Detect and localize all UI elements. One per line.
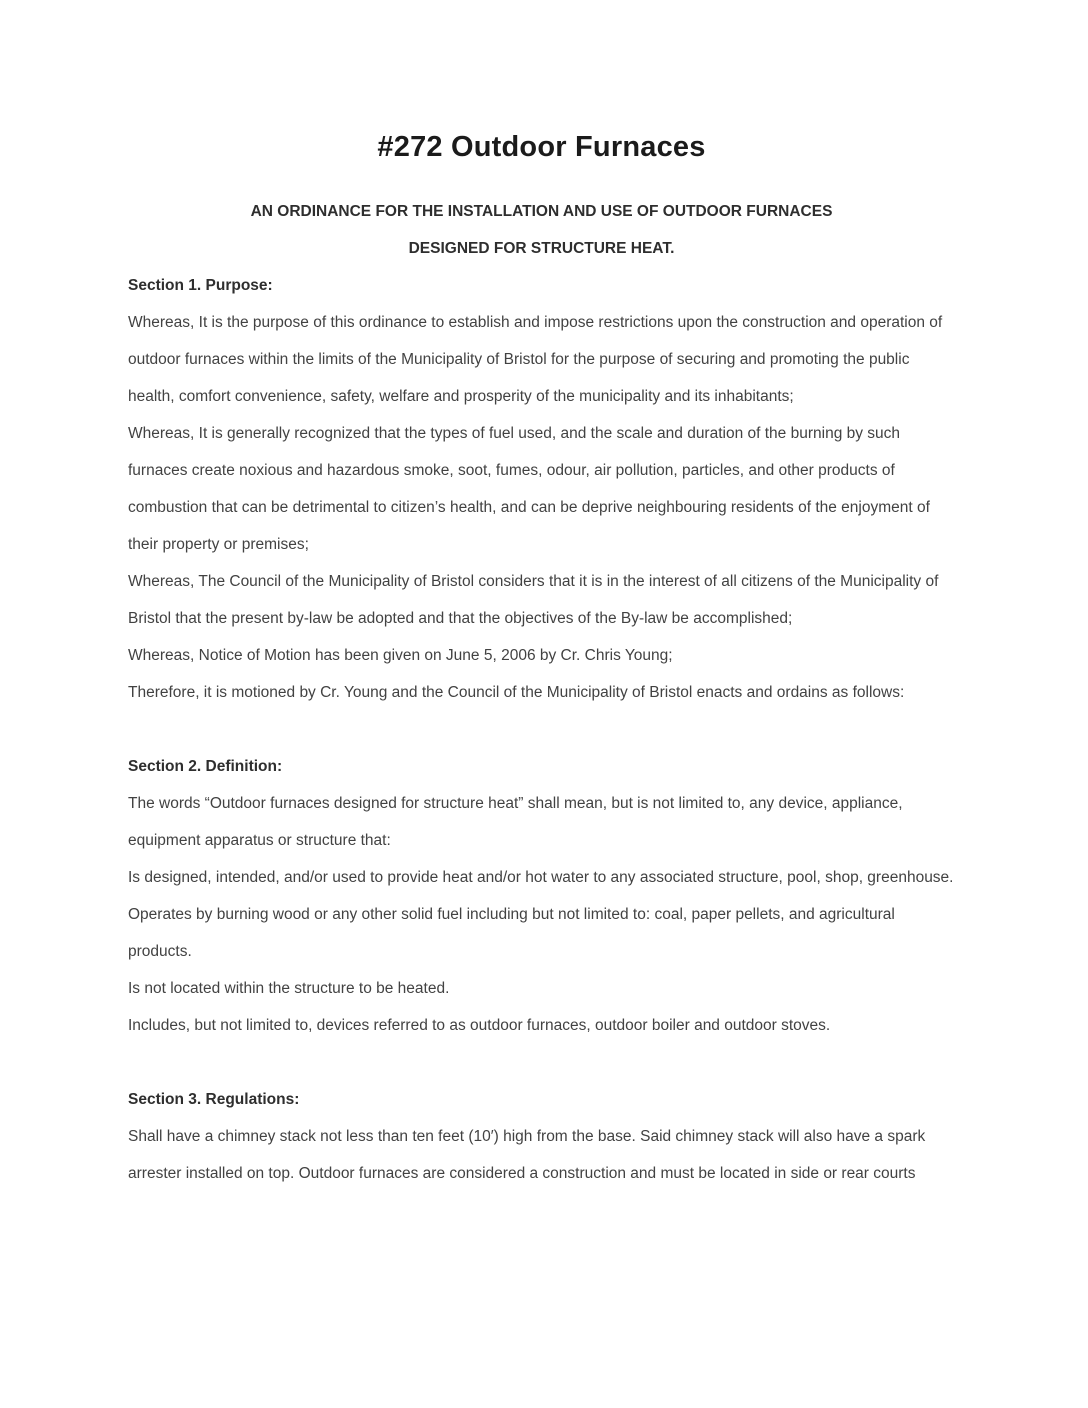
paragraph: Whereas, It is the purpose of this ordinance to establish and impose restrictions upon the construction and operation of outdoor furnaces within the limits of the Municipality of Bristol for the purpose of securing and promoting the public health, comfort convenience, safety, welfare and prosperity of the municipality and its inhabitants; — [128, 314, 943, 405]
paragraph: Operates by burning wood or any other solid fuel including but not limited to: coal, paper pellets, and agricultural products. — [128, 906, 895, 960]
paragraph: Therefore, it is motioned by Cr. Young and the Council of the Municipality of Bristol enacts and ordains as follows: — [128, 684, 905, 701]
section-heading: Section 2. Definition: — [128, 758, 283, 775]
paragraph: Whereas, It is generally recognized that the types of fuel used, and the scale and duration of the burning by such furnaces create noxious and hazardous smoke, soot, fumes, odour, air pollution, particles, and other products of combustion that can be detrimental to citizen’s health, and can be deprive neighbouring residents of the enjoyment of their property or premises; — [128, 425, 930, 553]
subtitle-line: AN ORDINANCE FOR THE INSTALLATION AND USE OF OUTDOOR FURNACES — [250, 203, 833, 220]
paragraph: Whereas, Notice of Motion has been given on June 5, 2006 by Cr. Chris Young; — [128, 647, 673, 664]
section-heading: Section 1. Purpose: — [128, 277, 273, 294]
paragraph: Is designed, intended, and/or used to provide heat and/or hot water to any associated structure, pool, shop, greenhouse. — [128, 869, 954, 886]
document-title: #272 Outdoor Furnaces — [377, 131, 706, 163]
section-heading: Section 3. Regulations: — [128, 1091, 300, 1108]
paragraph: Includes, but not limited to, devices referred to as outdoor furnaces, outdoor boiler and outdoor stoves. — [128, 1017, 831, 1034]
section-definition — [128, 748, 955, 1044]
paragraph: Is not located within the structure to be heated. — [128, 980, 450, 997]
section-purpose — [128, 267, 955, 711]
paragraph: Whereas, The Council of the Municipality of Bristol considers that it is in the interest of all citizens of the Municipality of Bristol that the present by-law be adopted and that the objectives of the By-law be accomplished; — [128, 573, 939, 627]
paragraph: The words “Outdoor furnaces designed for structure heat” shall mean, but is not limited to, any device, appliance, equipment apparatus or structure that: — [128, 795, 903, 849]
section-regulations — [128, 1081, 955, 1192]
subtitle-line: DESIGNED FOR STRUCTURE HEAT. — [408, 240, 675, 257]
document-subtitle — [128, 193, 955, 267]
paragraph: Shall have a chimney stack not less than ten feet (10′) high from the base. Said chimney stack will also have a spark arrester installed on top. Outdoor furnaces are considered a construction and must be located in side or rear courts — [128, 1128, 926, 1182]
